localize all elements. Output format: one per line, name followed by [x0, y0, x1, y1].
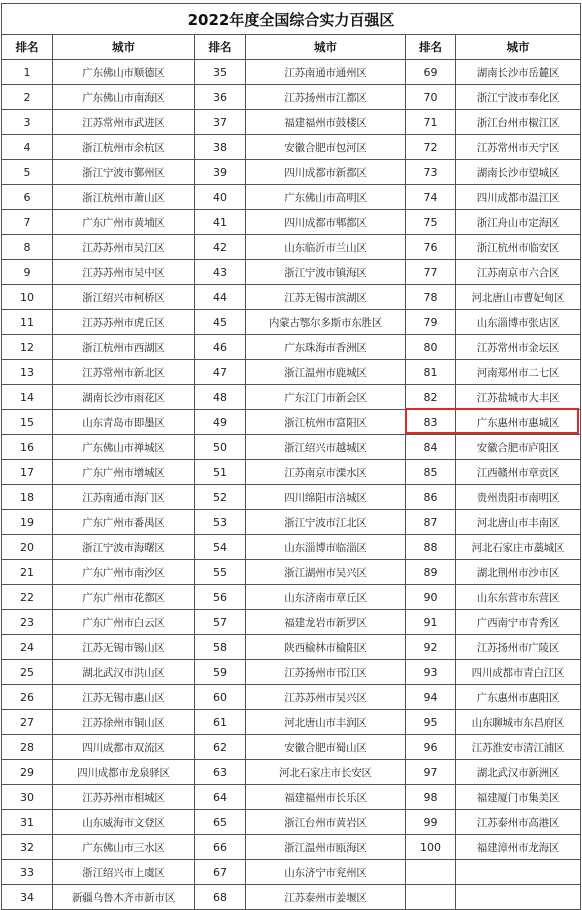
- district-cell: 江苏无锡市锡山区: [53, 635, 195, 660]
- rank-cell: 59: [195, 660, 246, 685]
- rank-cell: 52: [195, 485, 246, 510]
- table-row: [2, 610, 581, 635]
- district-cell: 贵州贵阳市南明区: [456, 485, 581, 510]
- rank-cell: 41: [195, 210, 246, 235]
- rank-cell: 33: [2, 860, 53, 885]
- district-cell: 山东威海市文登区: [53, 810, 195, 835]
- table-row: [2, 60, 581, 85]
- rank-cell: 16: [2, 435, 53, 460]
- rank-cell: 6: [2, 185, 53, 210]
- district-cell: 浙江杭州市临安区: [456, 235, 581, 260]
- district-cell: 山东淄博市临淄区: [246, 535, 406, 560]
- rank-cell: 50: [195, 435, 246, 460]
- district-cell: 浙江台州市椒江区: [456, 110, 581, 135]
- district-cell: 江苏扬州市邗江区: [246, 660, 406, 685]
- district-cell: 江苏苏州市吴江区: [53, 235, 195, 260]
- table-row: [2, 185, 581, 210]
- rank-cell: 81: [406, 360, 456, 385]
- table-row: [2, 685, 581, 710]
- rank-cell: 47: [195, 360, 246, 385]
- rank-cell: 39: [195, 160, 246, 185]
- rank-cell: 48: [195, 385, 246, 410]
- rank-cell: 7: [2, 210, 53, 235]
- district-cell: 浙江杭州市萧山区: [53, 185, 195, 210]
- table-row: [2, 285, 581, 310]
- district-cell: 浙江台州市黄岩区: [246, 810, 406, 835]
- district-cell: 福建福州市长乐区: [246, 785, 406, 810]
- rank-cell: 55: [195, 560, 246, 585]
- table-row: [2, 235, 581, 260]
- district-cell: 江苏苏州市吴中区: [53, 260, 195, 285]
- district-cell: 江苏苏州市相城区: [53, 785, 195, 810]
- district-cell: 江苏常州市武进区: [53, 110, 195, 135]
- district-cell: 浙江宁波市江北区: [246, 510, 406, 535]
- header-rank-3: 排名: [406, 35, 456, 60]
- rank-cell: 57: [195, 610, 246, 635]
- rank-cell: 35: [195, 60, 246, 85]
- district-cell: 广东广州市番禺区: [53, 510, 195, 535]
- rank-cell: 8: [2, 235, 53, 260]
- rank-cell: 75: [406, 210, 456, 235]
- header-rank-2: 排名: [195, 35, 246, 60]
- district-cell: 江苏常州市金坛区: [456, 335, 581, 360]
- rank-cell: 17: [2, 460, 53, 485]
- rank-cell: 5: [2, 160, 53, 185]
- district-cell: 新疆乌鲁木齐市新市区: [53, 885, 195, 910]
- table-row: [2, 385, 581, 410]
- rank-cell: 9: [2, 260, 53, 285]
- rank-cell: 24: [2, 635, 53, 660]
- table-row: [2, 535, 581, 560]
- district-cell: 广东佛山市禅城区: [53, 435, 195, 460]
- table-row: [2, 860, 581, 885]
- district-cell: 福建厦门市集美区: [456, 785, 581, 810]
- district-cell: 河北石家庄市藁城区: [456, 535, 581, 560]
- rank-cell: 18: [2, 485, 53, 510]
- district-cell: 河北唐山市丰润区: [246, 710, 406, 735]
- district-cell: 山东聊城市东昌府区: [456, 710, 581, 735]
- district-cell: 江苏扬州市江都区: [246, 85, 406, 110]
- rank-cell: 67: [195, 860, 246, 885]
- rank-cell: 51: [195, 460, 246, 485]
- district-cell: 广东广州市南沙区: [53, 560, 195, 585]
- district-cell: 安徽合肥市蜀山区: [246, 735, 406, 760]
- table-row: [2, 635, 581, 660]
- rank-cell: 58: [195, 635, 246, 660]
- district-cell: [456, 860, 581, 885]
- rank-cell: 62: [195, 735, 246, 760]
- district-cell: 四川成都市新都区: [246, 160, 406, 185]
- rank-cell: 66: [195, 835, 246, 860]
- district-cell: 湖南长沙市雨花区: [53, 385, 195, 410]
- table-body: [2, 60, 581, 910]
- district-cell: 广东广州市花都区: [53, 585, 195, 610]
- district-cell: 广西南宁市青秀区: [456, 610, 581, 635]
- rank-cell: 11: [2, 310, 53, 335]
- district-cell: 浙江绍兴市上虞区: [53, 860, 195, 885]
- district-cell: 河北唐山市丰南区: [456, 510, 581, 535]
- district-cell: 江苏扬州市广陵区: [456, 635, 581, 660]
- district-cell: 广东广州市白云区: [53, 610, 195, 635]
- rank-cell: 97: [406, 760, 456, 785]
- district-cell: 四川成都市温江区: [456, 185, 581, 210]
- rank-cell: 94: [406, 685, 456, 710]
- rank-cell: 74: [406, 185, 456, 210]
- district-cell: 河北石家庄市长安区: [246, 760, 406, 785]
- district-cell: 江苏常州市新北区: [53, 360, 195, 385]
- rank-cell: 98: [406, 785, 456, 810]
- district-cell: 江苏苏州市虎丘区: [53, 310, 195, 335]
- district-cell: 山东济宁市兖州区: [246, 860, 406, 885]
- district-cell: 四川成都市郫都区: [246, 210, 406, 235]
- table-row: [2, 585, 581, 610]
- rank-cell: 27: [2, 710, 53, 735]
- rank-cell: 87: [406, 510, 456, 535]
- ranking-document: [1, 3, 580, 904]
- table-row: [2, 785, 581, 810]
- table-row: [2, 660, 581, 685]
- district-cell: 江苏南京市六合区: [456, 260, 581, 285]
- rank-cell: 31: [2, 810, 53, 835]
- district-cell: 福建龙岩市新罗区: [246, 610, 406, 635]
- district-cell: 浙江绍兴市越城区: [246, 435, 406, 460]
- rank-cell: 91: [406, 610, 456, 635]
- district-cell: 山东淄博市张店区: [456, 310, 581, 335]
- rank-cell: 38: [195, 135, 246, 160]
- district-cell: 浙江宁波市海曙区: [53, 535, 195, 560]
- district-cell: 湖南长沙市望城区: [456, 160, 581, 185]
- district-cell: 浙江温州市鹿城区: [246, 360, 406, 385]
- district-cell: 河南郑州市二七区: [456, 360, 581, 385]
- district-cell: 广东惠州市惠阳区: [456, 685, 581, 710]
- rank-cell: 34: [2, 885, 53, 910]
- district-cell: 广东佛山市三水区: [53, 835, 195, 860]
- rank-cell: 93: [406, 660, 456, 685]
- table-row: [2, 885, 581, 910]
- table-row: [2, 135, 581, 160]
- rank-cell: 53: [195, 510, 246, 535]
- district-cell: 广东佛山市南海区: [53, 85, 195, 110]
- rank-cell: 70: [406, 85, 456, 110]
- rank-cell: 1: [2, 60, 53, 85]
- rank-cell: 78: [406, 285, 456, 310]
- rank-cell: 73: [406, 160, 456, 185]
- district-cell: 江苏徐州市铜山区: [53, 710, 195, 735]
- district-cell: 广东广州市增城区: [53, 460, 195, 485]
- district-cell: 广东广州市黄埔区: [53, 210, 195, 235]
- district-cell: 江苏泰州市姜堰区: [246, 885, 406, 910]
- district-cell: 江苏南通市海门区: [53, 485, 195, 510]
- rank-cell: 96: [406, 735, 456, 760]
- district-cell: 江苏常州市天宁区: [456, 135, 581, 160]
- table-row: [2, 460, 581, 485]
- district-cell: 浙江杭州市西湖区: [53, 335, 195, 360]
- rank-cell: 65: [195, 810, 246, 835]
- rank-cell: 45: [195, 310, 246, 335]
- rank-cell: 82: [406, 385, 456, 410]
- rank-cell: 54: [195, 535, 246, 560]
- rank-cell: 88: [406, 535, 456, 560]
- table-row: [2, 760, 581, 785]
- district-cell: 四川成都市龙泉驿区: [53, 760, 195, 785]
- rank-cell: 86: [406, 485, 456, 510]
- rank-cell: 76: [406, 235, 456, 260]
- district-cell: 湖南长沙市岳麓区: [456, 60, 581, 85]
- rank-cell: 44: [195, 285, 246, 310]
- rank-cell: 4: [2, 135, 53, 160]
- district-cell: 浙江宁波市奉化区: [456, 85, 581, 110]
- rank-cell: 77: [406, 260, 456, 285]
- district-cell: 浙江舟山市定海区: [456, 210, 581, 235]
- district-cell: 浙江杭州市余杭区: [53, 135, 195, 160]
- rank-cell: 28: [2, 735, 53, 760]
- district-cell: 陕西榆林市榆阳区: [246, 635, 406, 660]
- district-cell: 江苏南京市溧水区: [246, 460, 406, 485]
- district-cell: 江苏南通市通州区: [246, 60, 406, 85]
- district-cell: 四川成都市双流区: [53, 735, 195, 760]
- rank-cell: 19: [2, 510, 53, 535]
- rank-cell: 32: [2, 835, 53, 860]
- district-cell: 山东青岛市即墨区: [53, 410, 195, 435]
- district-cell: 江苏泰州市高港区: [456, 810, 581, 835]
- district-cell: 湖北荆州市沙市区: [456, 560, 581, 585]
- rank-cell: 80: [406, 335, 456, 360]
- district-cell: 浙江湖州市吴兴区: [246, 560, 406, 585]
- district-cell: 四川成都市青白江区: [456, 660, 581, 685]
- header-city-3: 城市: [456, 35, 581, 60]
- rank-cell: 40: [195, 185, 246, 210]
- district-cell: 广东珠海市香洲区: [246, 335, 406, 360]
- rank-cell: 36: [195, 85, 246, 110]
- rank-cell: 92: [406, 635, 456, 660]
- rank-cell: 99: [406, 810, 456, 835]
- district-cell: 广东惠州市惠城区: [456, 410, 581, 435]
- rank-cell: 37: [195, 110, 246, 135]
- rank-cell: 100: [406, 835, 456, 860]
- ranking-table: [1, 3, 581, 910]
- table-row: [2, 360, 581, 385]
- rank-cell: 30: [2, 785, 53, 810]
- district-cell: 湖北武汉市新洲区: [456, 760, 581, 785]
- rank-cell: 43: [195, 260, 246, 285]
- rank-cell: 89: [406, 560, 456, 585]
- district-cell: 河北唐山市曹妃甸区: [456, 285, 581, 310]
- district-cell: 山东东营市东营区: [456, 585, 581, 610]
- rank-cell: 49: [195, 410, 246, 435]
- district-cell: 山东临沂市兰山区: [246, 235, 406, 260]
- rank-cell: 25: [2, 660, 53, 685]
- header-row: [2, 35, 581, 60]
- rank-cell: 85: [406, 460, 456, 485]
- district-cell: 浙江杭州市富阳区: [246, 410, 406, 435]
- rank-cell: 63: [195, 760, 246, 785]
- district-cell: 安徽合肥市包河区: [246, 135, 406, 160]
- table-title: 2022年度全国综合实力百强区: [2, 4, 581, 35]
- header-rank-1: 排名: [2, 35, 53, 60]
- table-row: [2, 810, 581, 835]
- district-cell: 江苏苏州市吴兴区: [246, 685, 406, 710]
- district-cell: 广东佛山市高明区: [246, 185, 406, 210]
- district-cell: 江苏无锡市滨湖区: [246, 285, 406, 310]
- rank-cell: 29: [2, 760, 53, 785]
- rank-cell: 22: [2, 585, 53, 610]
- district-cell: 江苏淮安市清江浦区: [456, 735, 581, 760]
- rank-cell: 90: [406, 585, 456, 610]
- rank-cell: 83: [406, 410, 456, 435]
- rank-cell: 60: [195, 685, 246, 710]
- table-row: [2, 835, 581, 860]
- table-row: [2, 85, 581, 110]
- table-row: [2, 335, 581, 360]
- rank-cell: 61: [195, 710, 246, 735]
- rank-cell: 56: [195, 585, 246, 610]
- rank-cell: 46: [195, 335, 246, 360]
- rank-cell: 79: [406, 310, 456, 335]
- district-cell: 浙江温州市瓯海区: [246, 835, 406, 860]
- rank-cell: 2: [2, 85, 53, 110]
- rank-cell: 42: [195, 235, 246, 260]
- district-cell: 山东济南市章丘区: [246, 585, 406, 610]
- district-cell: 浙江宁波市鄞州区: [53, 160, 195, 185]
- table-row: [2, 510, 581, 535]
- rank-cell: 26: [2, 685, 53, 710]
- district-cell: 福建漳州市龙海区: [456, 835, 581, 860]
- table-row: [2, 560, 581, 585]
- header-city-2: 城市: [246, 35, 406, 60]
- rank-cell: 95: [406, 710, 456, 735]
- table-row: [2, 260, 581, 285]
- district-cell: 江苏无锡市惠山区: [53, 685, 195, 710]
- rank-cell: [406, 885, 456, 910]
- district-cell: 广东佛山市顺德区: [53, 60, 195, 85]
- rank-cell: 69: [406, 60, 456, 85]
- table-row: [2, 735, 581, 760]
- rank-cell: 15: [2, 410, 53, 435]
- rank-cell: 3: [2, 110, 53, 135]
- rank-cell: 72: [406, 135, 456, 160]
- rank-cell: 84: [406, 435, 456, 460]
- rank-cell: 71: [406, 110, 456, 135]
- rank-cell: 21: [2, 560, 53, 585]
- district-cell: 安徽合肥市庐阳区: [456, 435, 581, 460]
- rank-cell: 12: [2, 335, 53, 360]
- rank-cell: 13: [2, 360, 53, 385]
- table-row: [2, 485, 581, 510]
- table-row: [2, 435, 581, 460]
- rank-cell: 23: [2, 610, 53, 635]
- table-row: [2, 210, 581, 235]
- district-cell: 浙江宁波市镇海区: [246, 260, 406, 285]
- rank-cell: 64: [195, 785, 246, 810]
- table-row: [2, 410, 581, 435]
- rank-cell: 20: [2, 535, 53, 560]
- district-cell: 江苏盐城市大丰区: [456, 385, 581, 410]
- district-cell: 江西赣州市章贡区: [456, 460, 581, 485]
- district-cell: 四川绵阳市涪城区: [246, 485, 406, 510]
- header-city-1: 城市: [53, 35, 195, 60]
- district-cell: [456, 885, 581, 910]
- district-cell: 浙江绍兴市柯桥区: [53, 285, 195, 310]
- table-row: [2, 160, 581, 185]
- rank-cell: 14: [2, 385, 53, 410]
- district-cell: 福建福州市鼓楼区: [246, 110, 406, 135]
- district-cell: 内蒙古鄂尔多斯市东胜区: [246, 310, 406, 335]
- district-cell: 湖北武汉市洪山区: [53, 660, 195, 685]
- rank-cell: 68: [195, 885, 246, 910]
- rank-cell: 10: [2, 285, 53, 310]
- table-row: [2, 710, 581, 735]
- rank-cell: [406, 860, 456, 885]
- district-cell: 广东江门市新会区: [246, 385, 406, 410]
- table-row: [2, 310, 581, 335]
- table-row: [2, 110, 581, 135]
